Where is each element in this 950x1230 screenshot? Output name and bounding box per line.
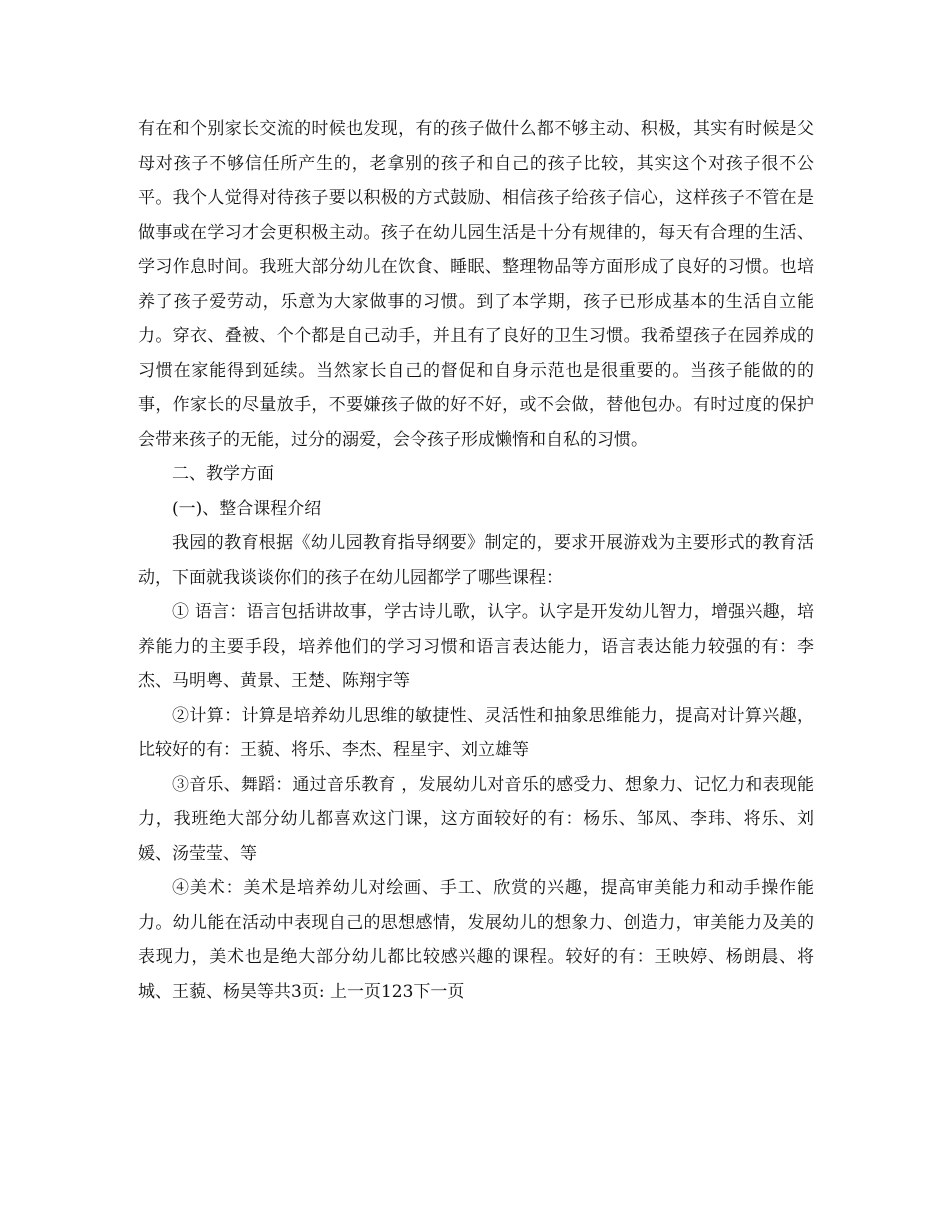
paragraph-art: ④美术：美术是培养幼儿对绘画、手工、欣赏的兴趣，提高审美能力和动手操作能力。幼儿能在活动中表现自己的思想感情，发展幼儿的想象力、创造力，审美能力及美的表现力，美术也是绝大部分幼儿都比较感兴趣的课程。较好的有：王映婷、杨朗晨、将城、王藐、杨昊等共3页: 上一页123下一页 <box>138 878 814 1002</box>
paragraph-parent-communication: 有在和个别家长交流的时候也发现，有的孩子做什么都不够主动、积极，其实有时候是父母对孩子不够信任所产生的，老拿别的孩子和自己的孩子比较，其实这个对孩子很不公平。我个人觉得对待孩子要以积极的方式鼓励、相信孩子给孩子信心，这样孩子不管在是做事或在学习才会更积极主动。孩子在幼儿园生活是十分有规律的，每天有合理的生活、学习作息时间。我班大部分幼儿在饮食、睡眠、整理物品等方面形成了良好的习惯。也培养了孩子爱劳动，乐意为大家做事的习惯。到了本学期，孩子已形成基本的生活自立能力。穿衣、叠被、个个都是自己动手，并且有了良好的卫生习惯。我希望孩子在园养成的习惯在家能得到延续。当然家长自己的督促和自身示范也是很重要的。当孩子能做的的事，作家长的尽量放手，不要嫌孩子做的好不好，或不会做，替他包办。有时过度的保护会带来孩子的无能，过分的溺爱，会令孩子形成懒惰和自私的习惯。 <box>138 119 814 450</box>
paragraph-curriculum-intro: 我园的教育根据《幼儿园教育指导纲要》制定的，要求开展游戏为主要形式的教育活动，下面就我谈谈你们的孩子在幼儿园都学了哪些课程： <box>138 533 814 588</box>
paragraph-language: ① 语言：语言包括讲故事，学古诗儿歌，认字。认字是开发幼儿智力，增强兴趣，培养能力的主要手段，培养他们的学习习惯和语言表达能力，语言表达能力较强的有：李杰、马明粤、黄景、王楚、陈翔宇等 <box>138 602 814 691</box>
document-page <box>138 112 814 1009</box>
paragraph-math: ②计算：计算是培养幼儿思维的敏捷性、灵活性和抽象思维能力，提高对计算兴趣，比较好的有：王藐、将乐、李杰、程星宇、刘立雄等 <box>138 705 814 760</box>
section-heading-teaching: 二、教学方面 <box>172 464 274 484</box>
subsection-heading-curriculum: (一)、整合课程介绍 <box>172 498 322 519</box>
paragraph-music-dance: ③音乐、舞蹈：通过音乐教育 ，发展幼儿对音乐的感受力、想象力、记忆力和表现能力，我班绝大部分幼儿都喜欢这门课，这方面较好的有：杨乐、邹凤、李玮、将乐、刘媛、汤莹莹、等 <box>138 774 814 864</box>
